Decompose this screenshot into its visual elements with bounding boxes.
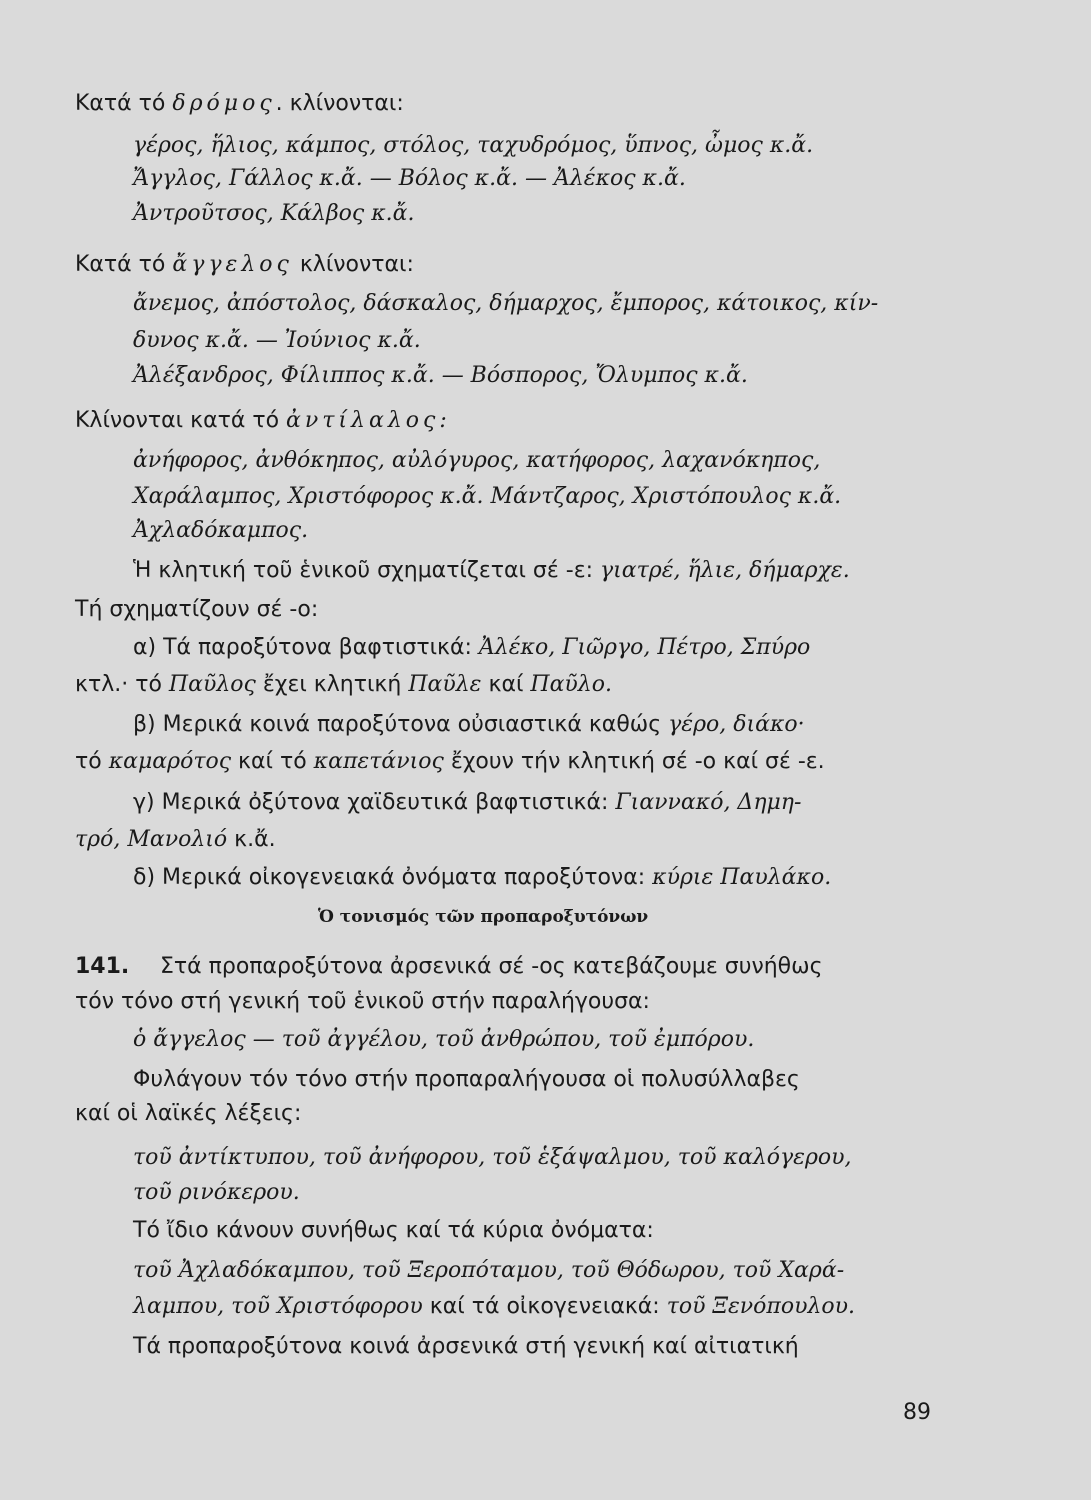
example-line: δυνος κ.ἄ. — Ἰούνιος κ.ἄ. — [133, 328, 421, 353]
rule-b-cont — [75, 747, 825, 777]
rule-text: τό — [75, 749, 109, 774]
rule-c-cont — [75, 825, 276, 855]
rule-text: ἔχει κλητική — [255, 672, 409, 697]
intro-text: Κλίνονται κατά τό — [75, 408, 287, 433]
paragraph-text: καί οἱ λαϊκές λέξεις: — [75, 1101, 302, 1126]
rule-text: κ.ἄ. — [227, 827, 276, 852]
paragraph-text: Τό ἴδιο κάνουν συνήθως καί τά κύρια ὀνόματα: — [133, 1218, 654, 1243]
example-line: τοῦ Ἀχλαδόκαμπου, τοῦ Ξεροπόταμου, τοῦ Θόδωρου, τοῦ Χαρά- — [133, 1258, 845, 1283]
rule-b — [133, 710, 805, 740]
rule-d — [133, 863, 831, 893]
paragraph-text: Φυλάγουν τόν τόνο στήν προπαραλήγουσα οἱ πολυσύλλαβες — [133, 1067, 800, 1092]
rule-examples: κύριε Παυλάκο. — [652, 865, 832, 890]
rule-examples: Γιαννακό, Δημη- — [615, 790, 802, 815]
paragraph-text: Τά προπαροξύτονα κοινά ἀρσενικά στή γενική καί αἰτιατική — [133, 1334, 799, 1359]
rule-text: ἔχουν τήν κλητική σέ -ο καί σέ -ε. — [443, 749, 825, 774]
paragraph-text: Στά προπαροξύτονα ἀρσενικά σέ -ος κατεβάζουμε συνήθως — [160, 954, 823, 979]
intro-text: . κλίνονται: — [275, 91, 404, 116]
rule-a — [133, 633, 810, 663]
rule-c — [133, 788, 801, 818]
rule-example-word: Παῦλε — [408, 672, 482, 697]
rule-example-word: καπετάνιος — [313, 749, 444, 774]
model-word: ἄγγελος — [172, 252, 293, 277]
rule-examples: τρό, Μανολιό — [75, 827, 228, 852]
page-number: 89 — [903, 1400, 931, 1425]
model-word: δρόμος — [172, 91, 276, 116]
rule-examples: Ἀλέκο, Γιῶργο, Πέτρο, Σπύρο — [478, 635, 811, 660]
example-line: τοῦ ἀντίκτυπου, τοῦ ἀνήφορου, τοῦ ἑξάψαλμου, τοῦ καλόγερου, — [133, 1145, 852, 1170]
model-word: ἀντίλαλος: — [286, 408, 451, 433]
rule-text: γ) Μερικά ὀξύτονα χαϊδευτικά βαφτιστικά: — [133, 790, 616, 815]
intro-angelos — [75, 250, 414, 280]
example-line: Ἀχλαδόκαμπος. — [133, 518, 309, 543]
rule-text: κτλ.· τό — [75, 672, 169, 697]
example-line-mixed — [133, 1292, 855, 1322]
intro-antilalos — [75, 406, 451, 436]
example-line: γέρος, ἥλιος, κάμπος, στόλος, ταχυδρόμος, ὕπνος, ὦμος κ.ἄ. — [133, 133, 814, 158]
example-line: Χαράλαμπος, Χριστόφορος κ.ἄ. Μάντζαρος, Χριστόπουλος κ.ἄ. — [133, 484, 842, 509]
rule-example-word: Παῦλος — [168, 672, 256, 697]
example-line: τοῦ ρινόκερου. — [133, 1180, 300, 1205]
intro-dromos — [75, 89, 404, 119]
example-line: Ἄγγλος, Γάλλος κ.ἄ. — Βόλος κ.ἄ. — Ἀλέκος κ.ἄ. — [133, 166, 686, 191]
example-line: ὁ ἄγγελος — τοῦ ἀγγέλου, τοῦ ἀνθρώπου, τοῦ ἐμπόρου. — [133, 1027, 755, 1052]
rule-text: Ἡ κλητική τοῦ ἑνικοῦ σχηματίζεται σέ -ε: — [133, 558, 600, 583]
rule-examples: γέρο, διάκο· — [668, 712, 805, 737]
rule-example-word: Παῦλο. — [530, 672, 612, 697]
rule-example-word: καμαρότος — [108, 749, 232, 774]
example-line: ἄνεμος, ἀπόστολος, δάσκαλος, δήμαρχος, ἔμπορος, κάτοικος, κίν- — [133, 291, 879, 316]
paragraph-text: τόν τόνο στή γενική τοῦ ἑνικοῦ στήν παραλήγουσα: — [75, 989, 650, 1014]
example-line: Ἀλέξανδρος, Φίλιππος κ.ἄ. — Βόσπορος, Ὄλυμπος κ.ἄ. — [133, 363, 748, 388]
rule-text: β) Μερικά κοινά παροξύτονα οὐσιαστικά καθώς — [133, 712, 669, 737]
intro-text: Κατά τό — [75, 252, 173, 277]
rule-text: καί τό — [231, 749, 314, 774]
section-heading: Ὁ τονισμός τῶν προπαροξυτόνων — [318, 907, 649, 927]
paragraph-number: 141. — [75, 954, 130, 979]
example-words: λαμπου, τοῦ Χριστόφορου — [133, 1294, 423, 1319]
rule-text: α) Τά παροξύτονα βαφτιστικά: — [133, 635, 479, 660]
paragraph-text: καί τά οἰκογενειακά: — [422, 1294, 667, 1319]
vocative-o-rule: Τή σχηματίζουν σέ -ο: — [75, 597, 319, 622]
rule-a-cont — [75, 670, 612, 700]
rule-examples: γιατρέ, ἥλιε, δήμαρχε. — [599, 558, 850, 583]
vocative-rule — [133, 556, 850, 586]
example-words: τοῦ Ξενόπουλου. — [666, 1294, 856, 1319]
rule-text: δ) Μερικά οἰκογενειακά ὀνόματα παροξύτονα: — [133, 865, 653, 890]
paragraph-141-first-line — [75, 952, 129, 982]
intro-text: κλίνονται: — [292, 252, 414, 277]
rule-text: καί — [481, 672, 531, 697]
example-line: Ἀντροῦτσος, Κάλβος κ.ἄ. — [133, 201, 415, 226]
example-line: ἀνήφορος, ἀνθόκηπος, αὐλόγυρος, κατήφορος, λαχανόκηπος, — [133, 448, 821, 473]
intro-text: Κατά τό — [75, 91, 173, 116]
